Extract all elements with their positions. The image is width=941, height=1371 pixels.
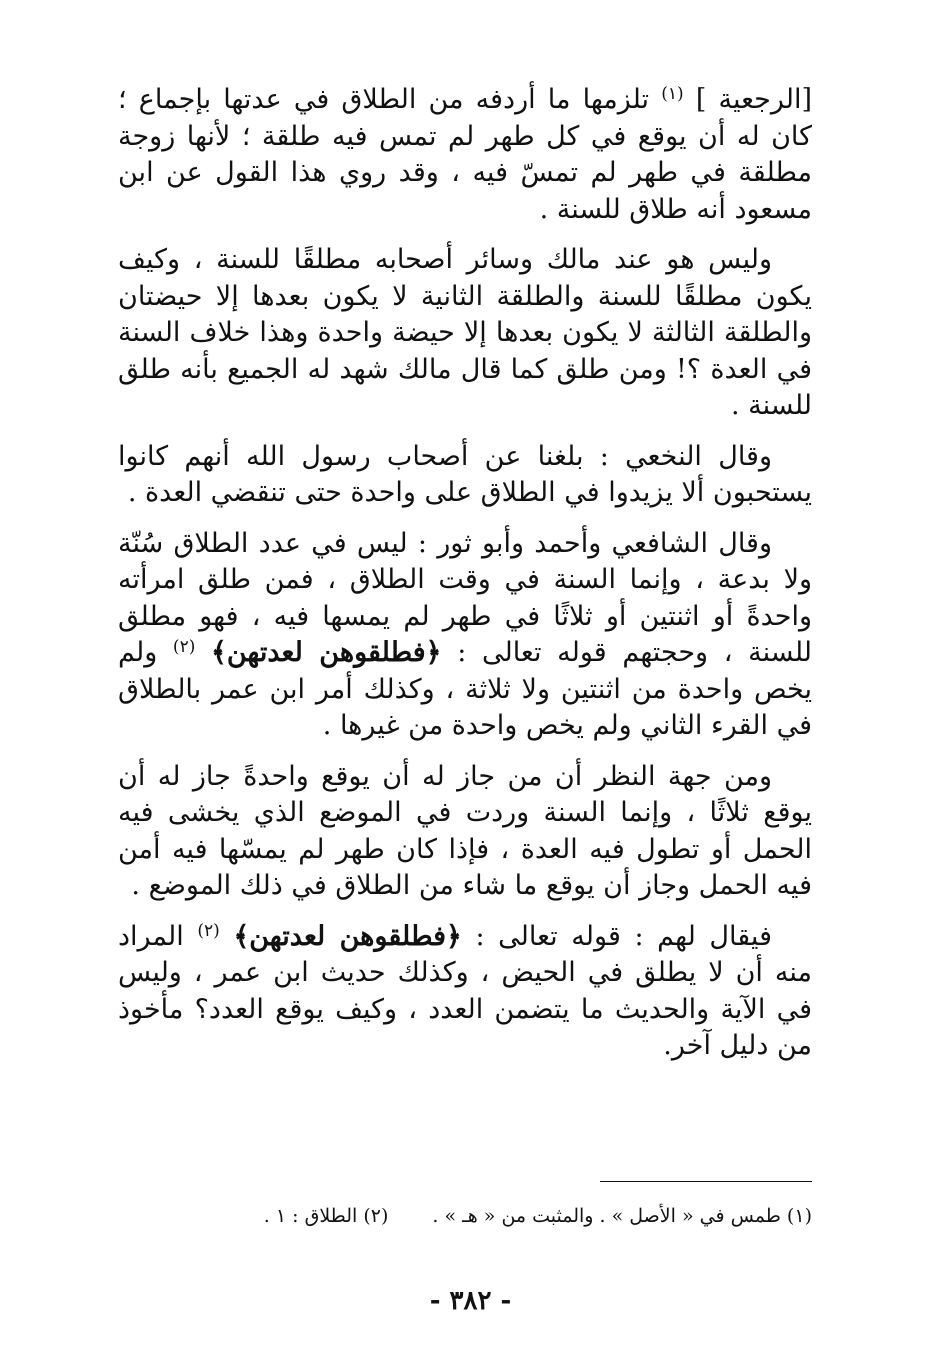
footnotes bbox=[190, 1200, 812, 1232]
paragraph-6-after: المراد منه أن لا يطلق في الحيض ، وكذلك حديث ابن عمر ، وليس في الآية والحديث ما يتضمن العدد ، وكيف يوقع العدد؟ مأخوذ من دليل آخر. bbox=[118, 920, 812, 1061]
footnote-ref-2: (٢) bbox=[172, 637, 196, 657]
paragraph-5 bbox=[118, 759, 812, 905]
main-text bbox=[118, 82, 812, 1079]
paragraph-1 bbox=[118, 82, 812, 228]
paragraph-4-before: وقال الشافعي وأحمد وأبو ثور : ليس في عدد الطلاق سُنّة ولا بدعة ، وإنما السنة في وقت الطلاق ، فمن طلق امرأته واحدةً أو اثنتين أو ثلاثًا في طهر لم يمسها فيه ، فهو مطلق للسنة ، وحجتهم قوله تعالى : bbox=[118, 527, 813, 668]
paragraph-5-text: ومن جهة النظر أن من جاز له أن يوقع واحدةً جاز له أن يوقع ثلاثًا ، وإنما السنة وردت في الموضع الذي يخشى فيه الحمل أو تطول فيه العدة ، فإذا كان طهر لم يمسّها فيه أمن فيه الحمل وجاز أن يوقع ما شاء من الطلاق في ذلك الموضع . bbox=[118, 760, 812, 901]
paragraph-3 bbox=[118, 439, 812, 512]
paragraph-6 bbox=[118, 919, 812, 1065]
footnote-ref-2: (٢) bbox=[197, 920, 220, 941]
paragraph-2-text: وليس هو عند مالك وسائر أصحابه مطلقًا للسنة ، وكيف يكون مطلقًا للسنة والطلقة الثانية لا يكون بعدها إلا حيضتان والطلقة الثالثة لا يكون بعدها إلا حيضة واحدة وهذا خلاف السنة في العدة ؟! ومن طلق كما قال مالك شهد له الجميع بأنه طلق للسنة . bbox=[118, 244, 812, 421]
page-number: - ٣٨٢ - bbox=[429, 1286, 512, 1316]
paragraph-1-opening: [الرجعية ] bbox=[695, 84, 812, 115]
paragraph-1-text: تلزمها ما أردفه من الطلاق في عدتها بإجماع ؛ كان له أن يوقع في كل طهر لم تمس فيه طلقة ؛ لأنها زوجة مطلقة في طهر لم تمسّ فيه ، وقد روي هذا القول عن ابن مسعود أنه طلاق للسنة . bbox=[118, 84, 812, 225]
quran-quote: ﴿فطلقوهن لعدتهن﴾ bbox=[211, 637, 442, 668]
footnote-ref-1: (١) bbox=[661, 84, 684, 104]
footnote-1: (١) طمس في « الأصل » . والمثبت من « هـ » . bbox=[432, 1205, 812, 1227]
quran-quote: ﴿فطلقوهن لعدتهن﴾ bbox=[233, 920, 462, 952]
paragraph-2 bbox=[118, 242, 812, 425]
paragraph-3-text: وقال النخعي : بلغنا عن أصحاب رسول الله أنهم كانوا يستحبون ألا يزيدوا في الطلاق على واحدة حتى تنقضي العدة . bbox=[118, 440, 812, 508]
footnote-2: (٢) الطلاق : ١ . bbox=[263, 1205, 389, 1227]
paragraph-4 bbox=[118, 526, 812, 745]
paragraph-4-after: ولم يخص واحدة من اثنتين ولا ثلاثة ، وكذلك أمر ابن عمر بالطلاق في القرء الثاني ولم يخص واحدة من غيرها . bbox=[118, 637, 812, 741]
footnote-divider bbox=[600, 1181, 812, 1182]
paragraph-6-before: فيقال لهم : قوله تعالى : bbox=[475, 920, 772, 952]
